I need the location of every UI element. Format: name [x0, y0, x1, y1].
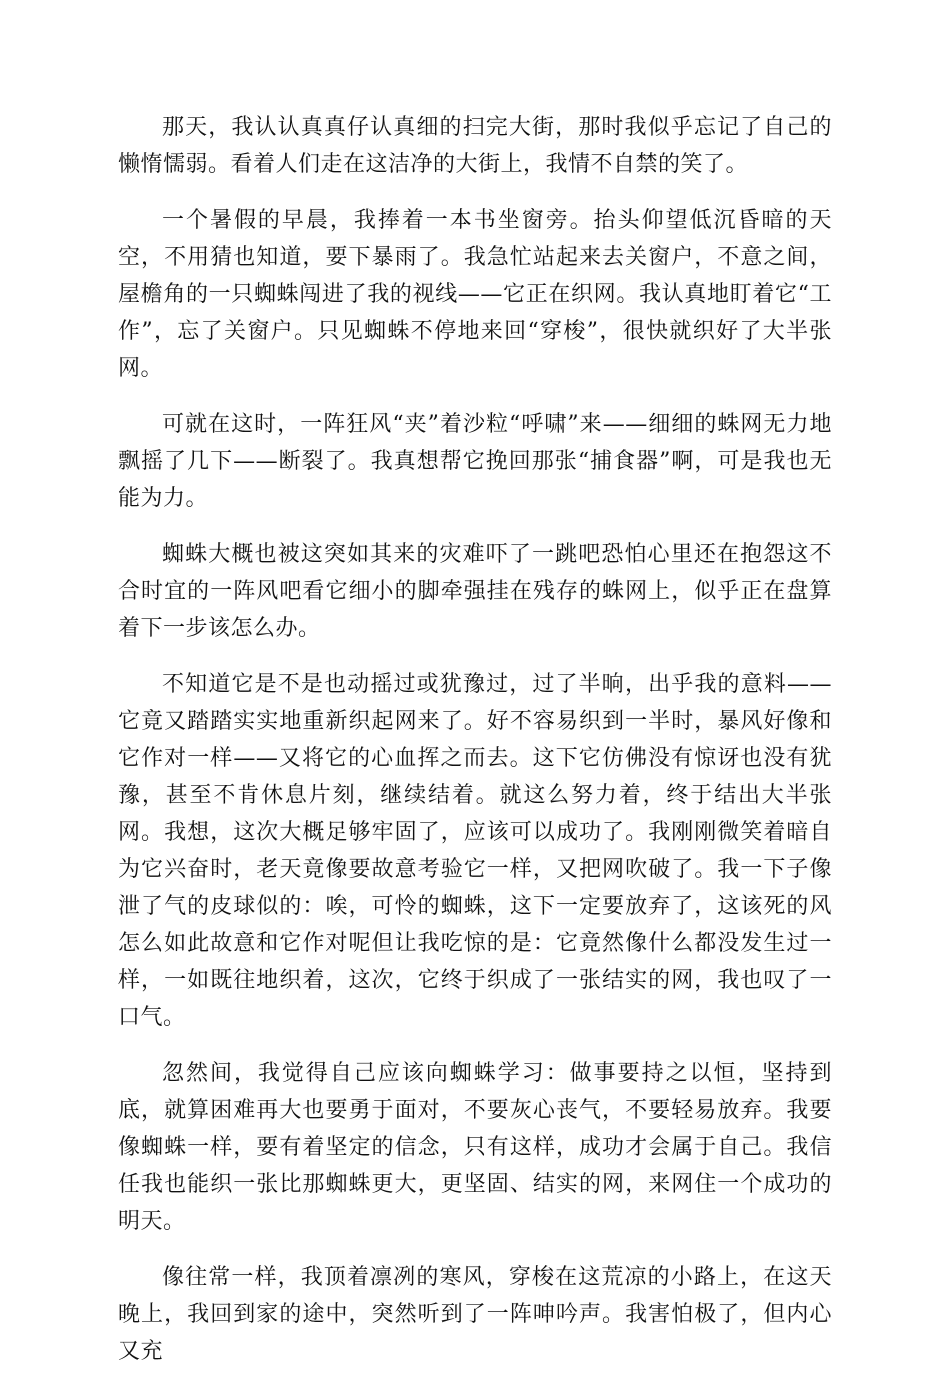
paragraph-4: 蜘蛛大概也被这突如其来的灾难吓了一跳吧恐怕心里还在抱怨这不合时宜的一阵风吧看它细小的脚牵强挂在残存的蛛网上，似乎正在盘算着下一步该怎么办。 [118, 542, 832, 641]
paragraph-7: 像往常一样，我顶着凛冽的寒风，穿梭在这荒凉的小路上，在这天晚上，我回到家的途中，突然听到了一阵呻吟声。我害怕极了，但内心又充 [118, 1265, 832, 1364]
paragraph-5: 不知道它是不是也动摇过或犹豫过，过了半晌，出乎我的意料——它竟又踏踏实实地重新织起网来了。好不容易织到一半时，暴风好像和它作对一样——又将它的心血挥之而去。这下它仿佛没有惊讶也没有犹豫，甚至不肯休息片刻，继续结着。就这么努力着，终于结出大半张网。我想，这次大概足够牢固了，应该可以成功了。我刚刚微笑着暗自为它兴奋时，老天竟像要故意考验它一样，又把网吹破了。我一下子像泄了气的皮球似的：唉，可怜的蜘蛛，这下一定要放弃了，这该死的风怎么如此故意和它作对呢但让我吃惊的是：它竟然像什么都没发生过一样，一如既往地织着，这次，它终于织成了一张结实的网，我也叹了一口气。 [118, 672, 832, 1030]
paragraph-6: 忽然间，我觉得自己应该向蜘蛛学习：做事要持之以恒，坚持到底，就算困难再大也要勇于面对，不要灰心丧气，不要轻易放弃。我要像蜘蛛一样，要有着坚定的信念，只有这样，成功才会属于自己。我信任我也能织一张比那蜘蛛更大，更坚固、结实的网，来网住一个成功的明天。 [118, 1061, 832, 1234]
paragraph-1: 那天，我认认真真仔认真细的扫完大街，那时我似乎忘记了自己的懒惰懦弱。看着人们走在这洁净的大街上，我情不自禁的笑了。 [118, 115, 832, 177]
document-page [118, 109, 832, 1389]
paragraph-2: 一个暑假的早晨，我捧着一本书坐窗旁。抬头仰望低沉昏暗的天空，不用猜也知道，要下暴雨了。我急忙站起来去关窗户，不意之间，屋檐角的一只蜘蛛闯进了我的视线——它正在织网。我认真地盯着它“工作”，忘了关窗户。只见蜘蛛不停地来回“穿梭”，很快就织好了大半张网。 [118, 208, 832, 381]
paragraph-3: 可就在这时，一阵狂风“夹”着沙粒“呼啸”来——细细的蛛网无力地飘摇了几下——断裂了。我真想帮它挽回那张“捕食器”啊，可是我也无能为力。 [118, 412, 832, 511]
